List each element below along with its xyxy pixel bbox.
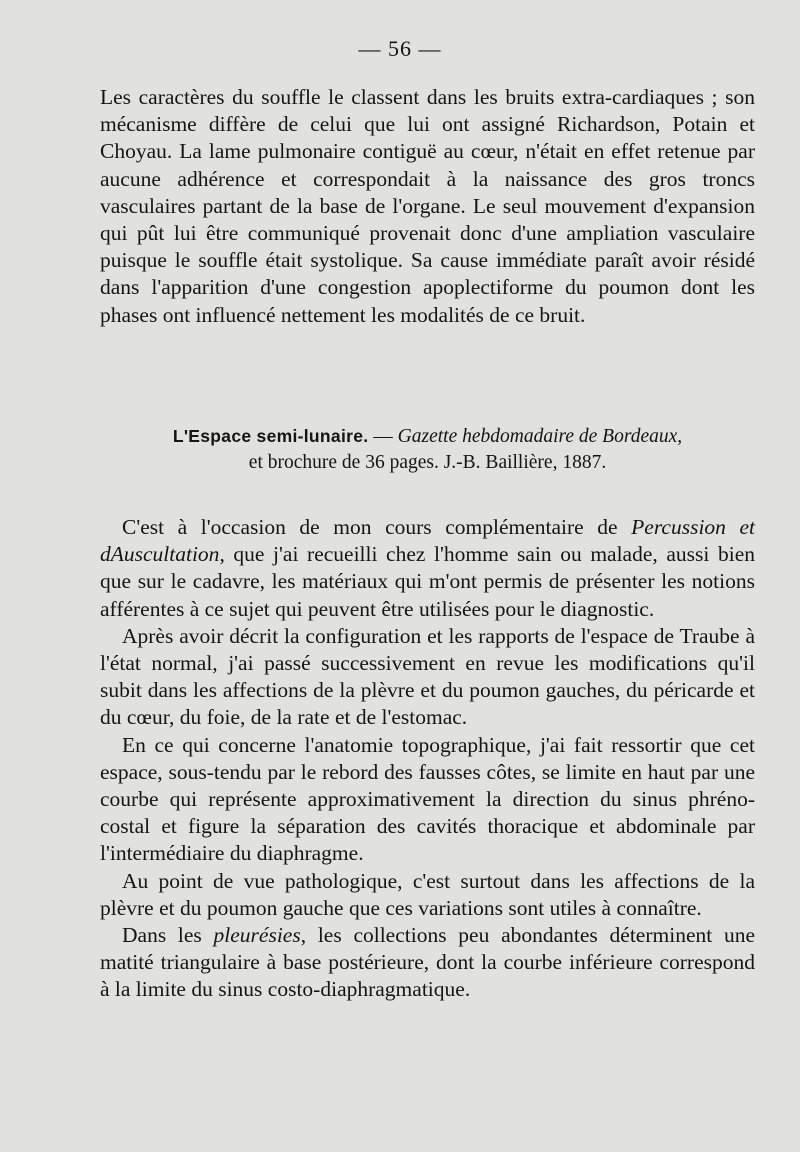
journal-name: Gazette hebdomadaire de Bordeaux, xyxy=(397,426,683,447)
paragraph-5-text-a: Dans les xyxy=(122,923,214,948)
intro-paragraph: Les caractères du souffle le classent dans les bruits extra-cardiaques ; son mécanisme diffère de celui que lui ont assigné Richardson, Potain et Choyau. La lame pulmonaire contiguë au cœur, n'était en effet retenue par aucune adhérence et correspondait à la naissance des gros troncs vasculaires partant de la base de l'organe. Le seul mouvement d'expansion qui pût lui être communiqué provenait donc d'une ampliation vasculaire puisque le souffle était systolique. Sa cause immédiate paraît avoir résidé dans l'apparition d'une congestion apoplectiforme du poumon dont les phases ont influencé nettement les modalités de ce bruit. xyxy=(100,85,755,327)
pleuresies-term: pleurésies xyxy=(213,923,301,948)
section-heading xyxy=(100,423,755,476)
paragraph-3: En ce qui concerne l'anatomie topographique, j'ai fait ressortir que cet espace, sous-tendu par le rebord des fausses côtes, se limite en haut par une courbe qui représente approximativement la direction du sinus phréno-costal et figure la séparation des cavités thoracique et abdominale par l'intermédiaire du diaphragme. xyxy=(100,732,755,866)
paragraph-1-text-a: C'est à l'occasion de mon cours complémentaire de xyxy=(122,515,632,539)
section-title: L'Espace semi-lunaire. xyxy=(172,426,369,446)
section-dash: — xyxy=(368,426,398,447)
paragraph-1 xyxy=(100,514,755,623)
heading-line-1 xyxy=(100,423,755,450)
paragraph-5-text-c: , les collections peu abondantes déterminent une matité triangulaire à base postérieure, dont la courbe inférieure correspond à la limite du sinus costo-diaphragmatique. xyxy=(100,923,755,1002)
course-title: Percussion et dAuscultation xyxy=(100,515,756,567)
publication-info: et brochure de 36 pages. J.-B. Baillière, 1887. xyxy=(248,452,607,473)
paragraph-2: Après avoir décrit la configuration et les rapports de l'espace de Traube à l'état normal, j'ai passé successivement en revue les modifications qu'il subit dans les affections de la plèvre et du poumon gauches, du péricarde et du cœur, du foie, de la rate et de l'estomac. xyxy=(100,623,755,730)
body-text-block xyxy=(100,514,755,1004)
paragraph-1-text-c: , que j'ai recueilli chez l'homme sain ou malade, aussi bien que sur le cadavre, les matériaux qui m'ont permis de présenter les notions afférentes à ce sujet qui peuvent être utilisées pour le diagnostic. xyxy=(100,542,755,621)
paragraph-4: Au point de vue pathologique, c'est surtout dans les affections de la plèvre et du poumon gauche que ces variations sont utiles à connaître. xyxy=(100,868,755,920)
page-number: — 56 — xyxy=(358,36,442,61)
paragraph-5 xyxy=(100,922,755,1004)
intro-text-block xyxy=(100,84,755,329)
